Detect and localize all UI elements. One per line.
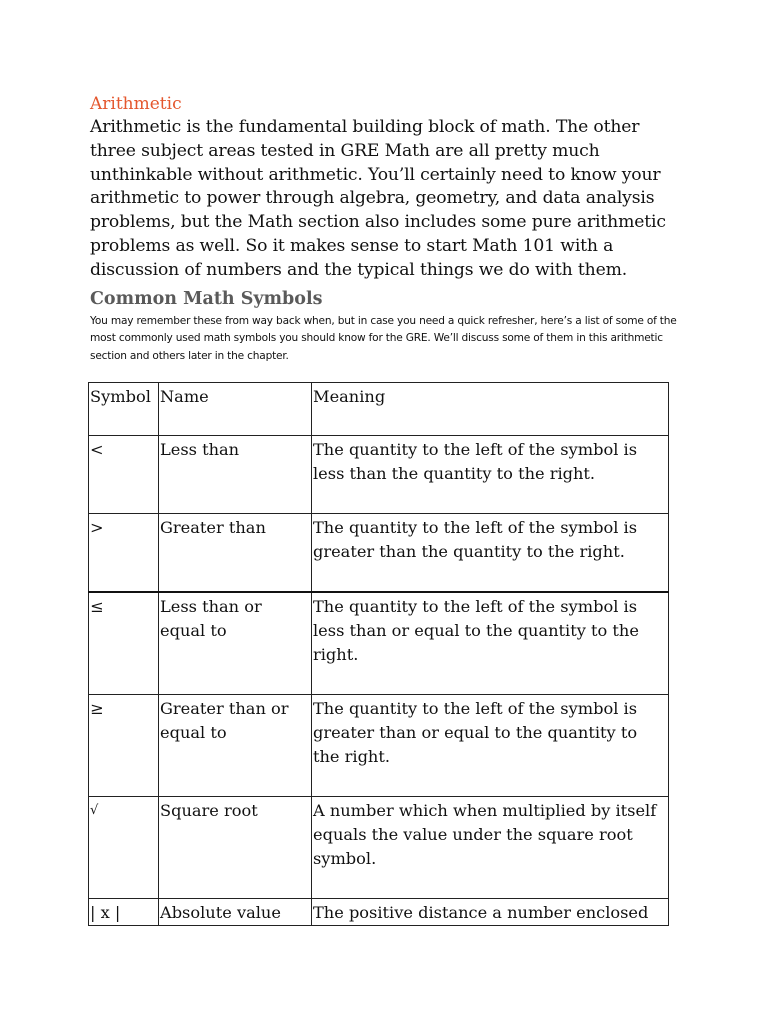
symbol-cell: >: [89, 514, 159, 593]
table-row: [89, 695, 669, 797]
table-row: [89, 514, 669, 593]
meaning-cell: A number which when multiplied by itself equals the value under the square root symbol.: [312, 797, 669, 899]
header-symbol: Symbol: [89, 383, 159, 436]
symbols-intro-paragraph: You may remember these from way back when, but in case you need a quick refresher, here’s a list of some of the most commonly used math symbols you should know for the GRE. We’ll discuss some of them in this arithmetic section and others later in the chapter.: [90, 314, 677, 362]
table-row: [89, 436, 669, 514]
math-symbols-table: [88, 382, 669, 926]
meaning-cell: The positive distance a number enclosed: [312, 899, 669, 926]
meaning-cell: The quantity to the left of the symbol is greater than the quantity to the right.: [312, 514, 669, 593]
name-cell: Less than: [159, 436, 312, 514]
symbol-cell: <: [89, 436, 159, 514]
header-name: Name: [159, 383, 312, 436]
name-cell: Absolute value: [159, 899, 312, 926]
symbol-cell: √: [89, 797, 159, 899]
arithmetic-intro-paragraph: Arithmetic is the fundamental building block of math. The other three subject areas tested in GRE Math are all pretty much unthinkable without arithmetic. You’ll certainly need to know your arithmetic to power through algebra, geometry, and data analysis problems, but the Math section also includes some pure arithmetic problems as well. So it makes sense to start Math 101 with a discussion of numbers and the typical things we do with them.: [90, 117, 666, 280]
symbol-cell: ≤: [89, 592, 159, 695]
name-cell: Square root: [159, 797, 312, 899]
table-row: [89, 797, 669, 899]
name-cell: Greater than: [159, 514, 312, 593]
header-meaning: Meaning: [312, 383, 669, 436]
name-cell: Greater than or equal to: [159, 695, 312, 797]
table-row: [89, 592, 669, 695]
section-title-arithmetic: Arithmetic: [90, 94, 182, 114]
meaning-cell: The quantity to the left of the symbol is less than or equal to the quantity to the right.: [312, 592, 669, 695]
section-title-common-math-symbols: Common Math Symbols: [90, 288, 323, 309]
symbol-cell: | x |: [89, 899, 159, 926]
table-header-row: [89, 383, 669, 436]
name-cell: Less than or equal to: [159, 592, 312, 695]
document-page: [90, 92, 680, 365]
meaning-cell: The quantity to the left of the symbol is less than the quantity to the right.: [312, 436, 669, 514]
meaning-cell: The quantity to the left of the symbol is greater than or equal to the quantity to the right.: [312, 695, 669, 797]
table-row: [89, 899, 669, 926]
symbol-cell: ≥: [89, 695, 159, 797]
